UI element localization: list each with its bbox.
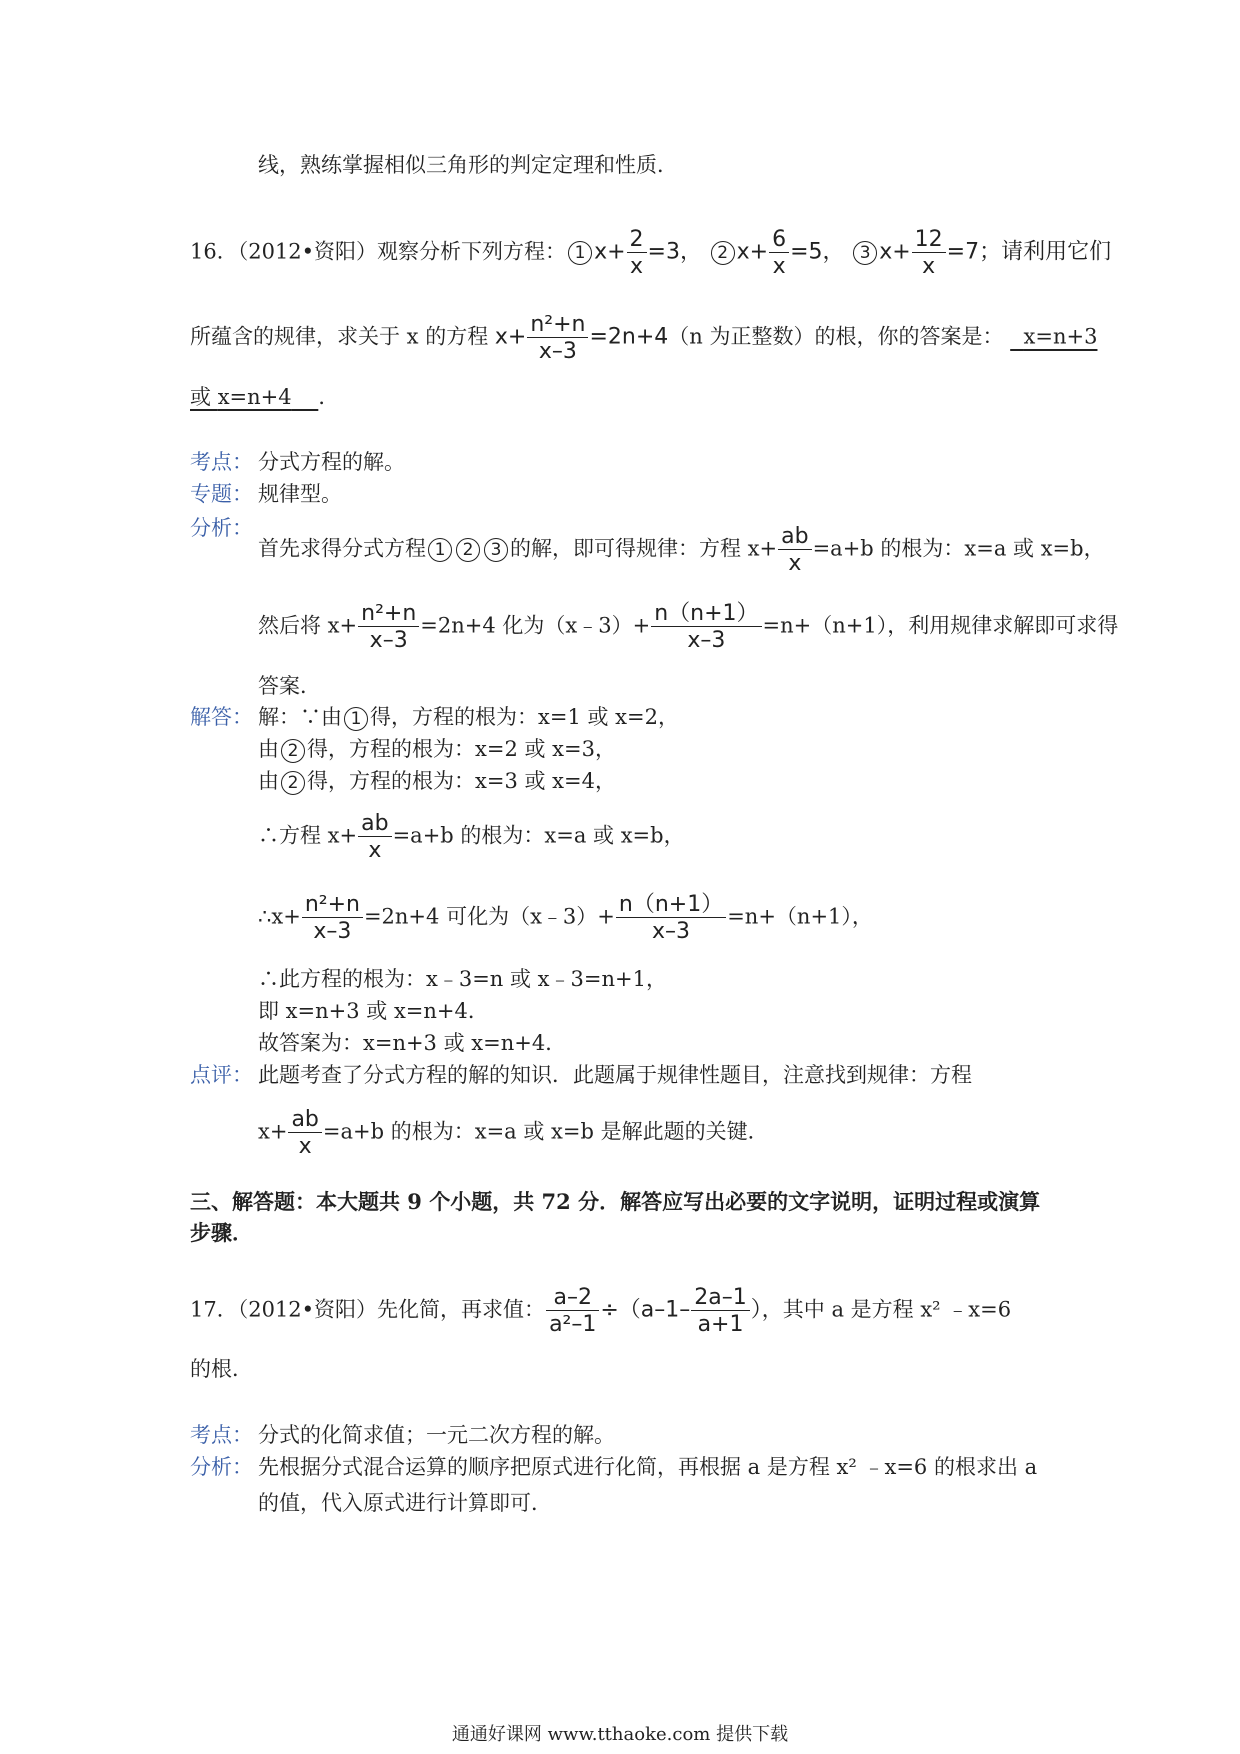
eq1-x: x+ xyxy=(594,239,626,265)
fraction-denominator: x xyxy=(788,551,802,577)
q16-line3 xyxy=(190,382,339,412)
q16-kaodian: 分式方程的解。 xyxy=(258,450,405,474)
eq3-x: x+ xyxy=(879,239,911,265)
q17-fenxi-line2: 的值，代入原式进行计算即可． xyxy=(258,1491,552,1515)
circled-one: 1 xyxy=(428,538,452,562)
q17-kaodian: 分式的化简求值；一元二次方程的解。 xyxy=(258,1423,615,1447)
answer-end: ． xyxy=(318,385,340,409)
q16-prefix: 16．（2012•资阳）观察分析下列方程： xyxy=(190,239,567,264)
q16-jieda-line4 xyxy=(258,812,685,862)
eq4-rhs: =2n+4 xyxy=(589,324,669,350)
jieda-text: =n+（n+1）， xyxy=(727,904,873,929)
answer-blank-part1 xyxy=(1010,325,1097,349)
fraction-denominator: a+1 xyxy=(697,1312,744,1338)
eq1-numerator: 2 xyxy=(627,228,647,253)
circled-three: 3 xyxy=(484,538,508,562)
eq2-numerator: 6 xyxy=(769,228,789,253)
fenxi-fraction-ab xyxy=(778,525,811,575)
q16-jieda-line8: 故答案为：x=n+3 或 x=n+4． xyxy=(258,1031,567,1055)
eq2-x: x+ xyxy=(736,239,769,265)
answer-part1-text: x=n+3 xyxy=(1023,324,1098,349)
fenxi-text-c: =a+b 的根为：x=a 或 x=b， xyxy=(812,536,1105,561)
label-fenxi: 分析： xyxy=(190,516,253,540)
jieda-text: 得，方程的根为：x=3 或 x=4， xyxy=(307,769,616,793)
fraction-denominator: a²–1 xyxy=(549,1312,597,1338)
fenxi-text-a: 首先求得分式方程 xyxy=(258,536,426,561)
circled-one: 1 xyxy=(344,707,368,731)
fraction-denominator: x xyxy=(298,1134,312,1160)
fraction-denominator: x–3 xyxy=(369,628,408,654)
q16-dianping-line2 xyxy=(258,1108,769,1158)
q17-middle: ÷（a–1– xyxy=(600,1297,691,1323)
eq1-rhs: =3， xyxy=(647,239,702,265)
fraction-numerator: n²+n xyxy=(358,602,419,627)
q17-line1 xyxy=(190,1286,1011,1336)
circled-three: 3 xyxy=(853,241,877,265)
eq3-numerator: 12 xyxy=(912,228,946,253)
fenxi-text-d: 然后将 x+ xyxy=(258,613,358,638)
jieda-text: 得，方程的根为：x=2 或 x=3， xyxy=(307,737,616,761)
q17-close-paren: ） xyxy=(750,1297,762,1323)
fraction-numerator: 2a–1 xyxy=(691,1286,749,1311)
circled-one: 1 xyxy=(568,241,592,265)
dianping-fraction-ab xyxy=(288,1108,321,1158)
q16-jieda-line1 xyxy=(258,702,679,732)
fraction-numerator: ab xyxy=(358,812,391,837)
q17-suffix: ，其中 a 是方程 x² ﹣x=6 xyxy=(761,1297,1012,1322)
label-zhuanti: 专题： xyxy=(190,482,253,506)
q16-fenxi-line3: 答案． xyxy=(258,674,321,698)
eq2-denominator: x xyxy=(772,254,786,280)
q17-line2: 的根． xyxy=(190,1357,253,1381)
answer-or: 或 xyxy=(190,385,211,409)
fraction-numerator: ab xyxy=(288,1108,321,1133)
label-kaodian: 考点： xyxy=(190,450,253,474)
fenxi-text-e: =2n+4 化为（x﹣3）+ xyxy=(420,613,651,638)
section3-heading-line1: 三、解答题：本大题共 9 个小题，共 72 分．解答应写出必要的文字说明，证明过程或演算 xyxy=(190,1189,1041,1214)
q16-jieda-line6: ∴此方程的根为：x﹣3=n 或 x﹣3=n+1， xyxy=(258,967,667,991)
q17-prefix: 17．（2012•资阳）先化简，再求值： xyxy=(190,1297,546,1322)
q16-zhuanti: 规律型。 xyxy=(258,482,342,506)
circled-two: 2 xyxy=(711,241,735,265)
fraction-numerator: n²+n xyxy=(302,893,363,918)
q17-fenxi-line1: 先根据分式混合运算的顺序把原式进行化简，再根据 a 是方程 x² ﹣x=6 的根求出 a xyxy=(258,1455,1038,1479)
jieda-text: 得，方程的根为：x=1 或 x=2， xyxy=(370,705,679,729)
fraction-numerator: n（n+1） xyxy=(616,893,726,918)
eq2-rhs: =5， xyxy=(790,239,845,265)
fraction-denominator: x–3 xyxy=(687,628,726,654)
q17-fraction-1 xyxy=(546,1286,599,1336)
answer-part2-text: x=n+4 xyxy=(217,385,292,409)
circled-two: 2 xyxy=(456,538,480,562)
q16-fenxi-line2 xyxy=(258,602,1118,652)
fraction-denominator: x xyxy=(368,838,382,864)
jieda-text: 由 xyxy=(258,737,279,761)
jieda-text: =2n+4 可化为（x﹣3）+ xyxy=(363,904,615,929)
eq4-fraction xyxy=(527,313,588,363)
label-fenxi: 分析： xyxy=(190,1455,253,1479)
eq3-rhs: =7；请利用它们 xyxy=(946,239,1112,265)
circled-two: 2 xyxy=(281,739,305,763)
label-jieda: 解答： xyxy=(190,705,253,729)
dianping-text: x+ xyxy=(258,1119,288,1144)
jieda-text: =a+b 的根为：x=a 或 x=b， xyxy=(392,823,685,848)
jieda-text: ∴x+ xyxy=(258,904,301,929)
jieda-fraction-3 xyxy=(616,893,726,943)
q16-line2-prefix: 所蕴含的规律，求关于 x 的方程 xyxy=(190,324,489,349)
jieda-fraction-ab xyxy=(358,812,391,862)
q16-dianping-line1: 此题考查了分式方程的解的知识．此题属于规律性题目，注意找到规律：方程 xyxy=(258,1063,972,1087)
jieda-text: 解：∵由 xyxy=(258,705,342,729)
eq4-x: x+ xyxy=(494,324,527,350)
section3-heading-line2: 步骤． xyxy=(190,1220,253,1245)
eq3-fraction xyxy=(912,228,946,278)
fraction-denominator: x–3 xyxy=(652,919,691,945)
q17-fraction-2 xyxy=(691,1286,749,1336)
fenxi-text-f: =n+（n+1），利用规律求解即可求得 xyxy=(762,613,1119,638)
fraction-numerator: n（n+1） xyxy=(651,602,761,627)
eq4-numerator: n²+n xyxy=(527,313,588,338)
q16-jieda-line5 xyxy=(258,893,873,943)
q16-line2-suffix: （n 为正整数）的根，你的答案是： xyxy=(668,324,1004,349)
continuation-line: 线，熟练掌握相似三角形的判定定理和性质． xyxy=(258,153,678,177)
q16-jieda-line3 xyxy=(258,766,616,796)
fenxi-fraction-2 xyxy=(358,602,419,652)
eq4-denominator: x–3 xyxy=(538,339,577,365)
fraction-numerator: a–2 xyxy=(546,1286,599,1311)
fraction-numerator: ab xyxy=(778,525,811,550)
eq1-fraction xyxy=(627,228,647,278)
label-kaodian: 考点： xyxy=(190,1423,253,1447)
q16-fenxi-line1 xyxy=(258,525,1105,575)
fraction-denominator: x–3 xyxy=(313,919,352,945)
page-footer: 通通好课网 www.tthaoke.com 提供下载 xyxy=(451,1724,789,1745)
q16-jieda-line2 xyxy=(258,734,616,764)
label-dianping: 点评： xyxy=(190,1063,253,1087)
q16-jieda-line7: 即 x=n+3 或 x=n+4． xyxy=(258,999,489,1023)
q16-line1 xyxy=(190,228,1111,278)
fenxi-fraction-3 xyxy=(651,602,761,652)
answer-blank-part2 xyxy=(190,385,318,409)
fenxi-text-b: 的解，即可得规律：方程 x+ xyxy=(510,536,778,561)
eq3-denominator: x xyxy=(922,254,936,280)
jieda-fraction-2 xyxy=(302,893,363,943)
eq1-denominator: x xyxy=(630,254,644,280)
circled-two: 2 xyxy=(281,771,305,795)
eq2-fraction xyxy=(769,228,789,278)
jieda-text: ∴方程 x+ xyxy=(258,823,358,848)
jieda-text: 由 xyxy=(258,769,279,793)
q16-line2 xyxy=(190,313,1097,363)
dianping-text: =a+b 的根为：x=a 或 x=b 是解此题的关键． xyxy=(322,1119,769,1144)
